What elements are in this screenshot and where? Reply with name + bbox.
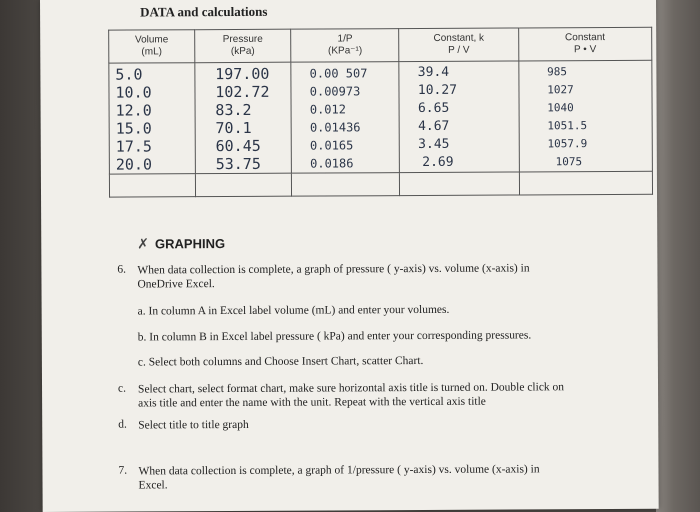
p-times-v-value: 1051.5 xyxy=(547,119,588,133)
check-mark-icon: ✗ xyxy=(137,236,150,253)
item-number: c. xyxy=(118,382,127,395)
table-row xyxy=(109,60,653,174)
inverse-pressure-value: 0.00973 xyxy=(309,84,361,99)
inverse-pressure-value: 0.012 xyxy=(309,102,346,117)
inverse-pressure-value: 0.01436 xyxy=(309,120,361,135)
p-over-v-value: 39.4 xyxy=(417,64,450,81)
inverse-pressure-value: 0.0165 xyxy=(309,138,354,153)
table-header-row xyxy=(109,27,652,63)
empty-cell xyxy=(109,174,195,197)
p-times-v-cell xyxy=(519,60,653,172)
volume-value: 5.0 xyxy=(115,65,143,84)
pressure-cell xyxy=(195,62,292,174)
empty-cell xyxy=(195,173,292,197)
p-over-v-value: 10.27 xyxy=(417,82,458,99)
section-title: DATA and calculations xyxy=(140,3,268,20)
header-pressure: Pressure (kPa) xyxy=(194,29,291,63)
background-right xyxy=(656,0,700,512)
item-number: 7. xyxy=(118,464,128,477)
p-times-v-value: 985 xyxy=(547,65,568,79)
header-inverse-pressure: 1/P (KPa⁻¹) xyxy=(291,29,399,63)
graphing-heading xyxy=(137,236,225,252)
volume-cell xyxy=(109,63,195,174)
data-table xyxy=(108,27,653,198)
step-c2-text: Select chart, select format chart, make sure horizontal axis title is turned on. Double click on axis title and enter the name with the unit. Repeat with the vertical axis title xyxy=(138,381,565,410)
item-7-text: When data collection is complete, a graph of 1/pressure ( y-axis) vs. volume (x-axis) in Excel. xyxy=(138,463,540,492)
header-constant-p-times-v: Constant P • V xyxy=(518,27,651,61)
item-number: 6. xyxy=(117,263,127,276)
p-over-v-value: 6.65 xyxy=(417,100,450,117)
step-a-text: a. In column A in Excel label volume (mL) and enter your volumes. xyxy=(137,303,450,318)
p-times-v-value: 1027 xyxy=(547,83,574,97)
item-number: d. xyxy=(118,418,127,431)
empty-cell xyxy=(519,171,652,195)
step-d-text: Select title to title graph xyxy=(138,418,249,432)
p-times-v-value: 1040 xyxy=(547,101,574,115)
header-volume: Volume (mL) xyxy=(109,30,195,63)
item-6-text: When data collection is complete, a graph of pressure ( y-axis) vs. volume (x-axis) in OneDrive Excel. xyxy=(137,262,530,291)
p-over-v-value: 3.45 xyxy=(418,136,450,153)
volume-value: 10.0 xyxy=(115,83,152,102)
background-left xyxy=(0,0,40,512)
pressure-value: 60.45 xyxy=(215,136,261,156)
pressure-value: 83.2 xyxy=(215,100,252,120)
inverse-pressure-value: 0.00 507 xyxy=(309,66,368,81)
empty-cell xyxy=(400,172,519,196)
worksheet-page xyxy=(40,0,659,512)
p-over-v-cell xyxy=(399,61,519,173)
table-row-empty xyxy=(109,171,652,197)
volume-value: 17.5 xyxy=(115,137,152,156)
header-constant-p-over-v: Constant, k P / V xyxy=(399,28,518,62)
step-b-text: b. In column B in Excel label pressure ( kPa) and enter your corresponding pressures. xyxy=(137,329,532,344)
volume-value: 15.0 xyxy=(115,119,152,138)
pressure-value: 197.00 xyxy=(215,64,270,84)
volume-value: 12.0 xyxy=(115,101,152,120)
inverse-pressure-value: 0.0186 xyxy=(310,156,354,171)
p-times-v-value: 1075 xyxy=(555,155,583,169)
pressure-value: 70.1 xyxy=(215,118,252,138)
inverse-pressure-cell xyxy=(291,62,400,174)
empty-cell xyxy=(292,173,400,197)
graphing-title: GRAPHING xyxy=(154,236,226,252)
pressure-value: 102.72 xyxy=(215,82,270,102)
volume-value: 20.0 xyxy=(115,155,153,174)
pressure-value: 53.75 xyxy=(215,154,261,174)
p-over-v-value: 2.69 xyxy=(422,154,454,171)
p-times-v-value: 1057.9 xyxy=(547,137,588,151)
step-c-text: c. Select both columns and Choose Insert Chart, scatter Chart. xyxy=(137,354,424,369)
p-over-v-value: 4.67 xyxy=(418,118,450,135)
